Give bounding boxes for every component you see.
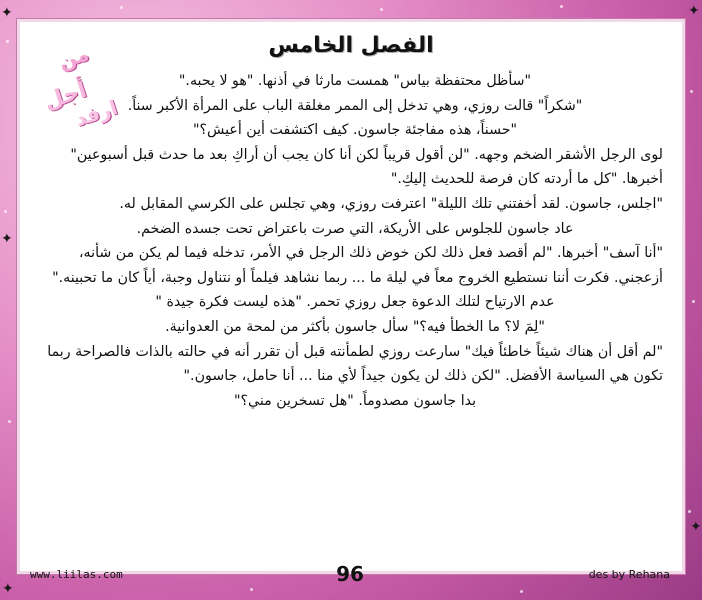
logo-text-1: من (55, 41, 92, 74)
paragraph: بدا جاسون مصدوماً. "هل تسخرين مني؟" (233, 392, 477, 409)
paragraph: عدم الارتياح لتلك الدعوة جعل روزي تحمر. "هذه ليست فكرة جيدة " (155, 294, 555, 311)
page-footer (16, 562, 684, 590)
page-frame (16, 18, 686, 575)
star-icon: ✦ (1, 5, 13, 21)
site-link[interactable]: www.liilas.com (30, 568, 123, 581)
paragraph: لوى الرجل الأشقر الضخم وجهه. "لن أقول قريباً لكن أنا كان يجب أن أراكِ بعد ما حدث قبل أسبوعين" أخبرها. "كل ما أردته كان فرصة للحديث إليكِ." (70, 146, 663, 188)
chapter-title: الفصل الخامس (268, 33, 434, 58)
design-credit: des by Rehana (588, 568, 670, 581)
paragraph: "لم أقل أن هناك شيئاً خاطئاً فيك" سارعت روزي لطمأنته قبل أن تقرر أنه في حالته بالذات فالصراحة ربما تكون هي السياسة الأفضل. "لكن ذلك لن يكون جيداً لأي منا ... أنا حامل، جاسون." (47, 343, 663, 385)
logo-text-3: ارفد (71, 95, 121, 132)
star-icon: ✦ (688, 3, 700, 19)
logo-text-2: أجل (41, 77, 90, 115)
paragraph: "سأظل محتفظة بياس" همست مارثا في أذنها. "هو لا يحبه." (178, 73, 532, 89)
paragraph: "اجلس، جاسون. لقد أخفتني تلك الليلة" اعترفت روزي، وهي تجلس على الكرسي المقابل له. (119, 195, 663, 212)
paragraph: "شكراً" قالت روزي، وهي تدخل إلى الممر مغلقة الباب على المرأة الأكبر سناً. (127, 97, 583, 114)
page-number: 96 (336, 562, 364, 586)
star-icon: ✦ (1, 231, 13, 247)
paragraph: "لِمَ لا؟ ما الخطأ فيه؟" سأل جاسون بأكثر من لمحة من العدوانية. (165, 318, 545, 335)
paragraph: عاد جاسون للجلوس على الأريكة، التي صرت باعتراض تحت جسده الضخم. (136, 220, 574, 237)
paragraph: "أنا آسف" أخبرها. "لم أقصد فعل ذلك لكن خوض ذلك الرجل في الأمر، تدخله فيما لم يكن من شأنه، أزعجني. فكرت أننا نستطيع الخروج معاً في ليلة ما ... ربما نشاهد فيلماً أو نتناول وجبة، أياً كان ما تحبينه." (52, 245, 663, 286)
chapter-body (47, 69, 663, 413)
star-icon: ✦ (2, 581, 14, 597)
star-icon: ✦ (690, 519, 702, 535)
paragraph: "حسناً، هذه مفاجئة جاسون. كيف اكتشفت أين أعيش؟" (192, 122, 518, 139)
